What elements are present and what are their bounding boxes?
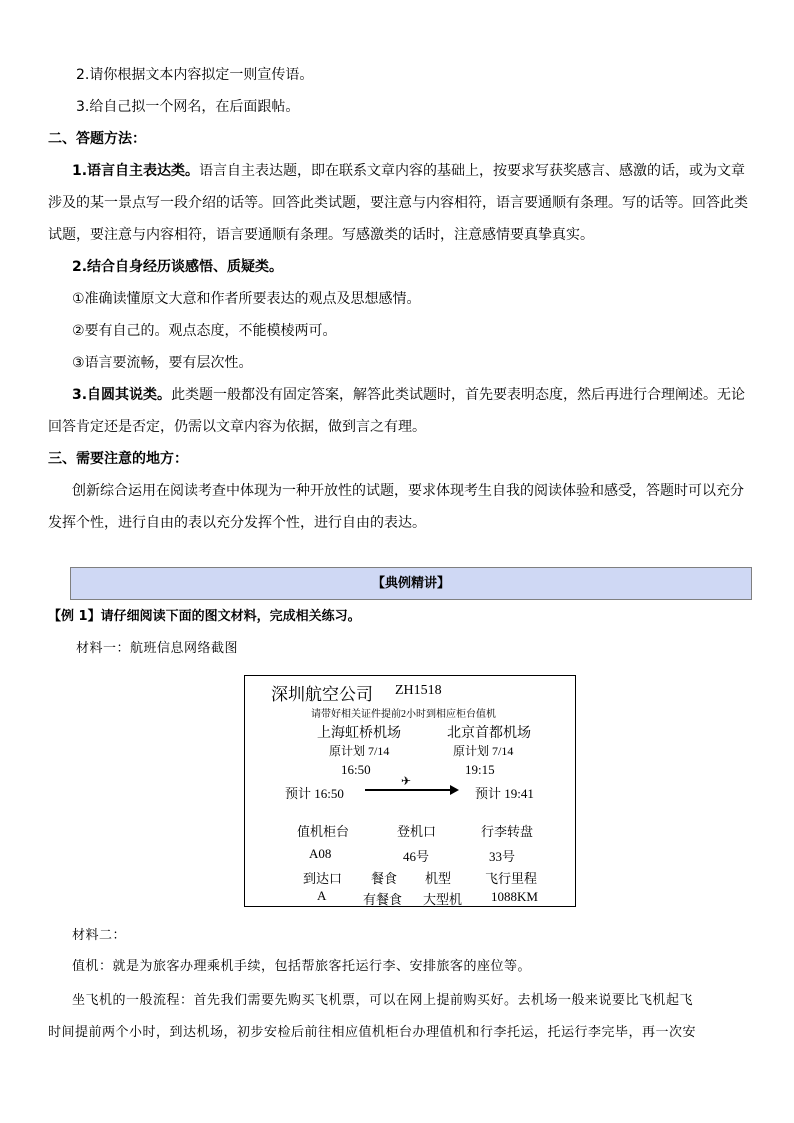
flight-distance-label: 飞行里程 [485, 871, 538, 886]
section-banner: 【典例精讲】 [70, 567, 752, 600]
plane-icon: ✈ [401, 774, 412, 788]
method-2-point-3: ③语言要流畅，要有层次性。 [72, 355, 253, 371]
material-1-label: 材料一：航班信息网络截图 [76, 641, 239, 656]
method-1-title: 1.语言自主表达类。 [72, 163, 200, 179]
question-item-2: 2.请你根据文本内容拟定一则宣传语。 [76, 67, 314, 83]
methods-heading: 二、答题方法： [48, 131, 146, 147]
gate-value: 46号 [403, 849, 430, 864]
departure-airport: 上海虹桥机场 [317, 726, 401, 741]
method-3-line-1 [72, 386, 745, 404]
method-1-line-1 [72, 162, 745, 180]
method-2-point-2: ②要有自己的。观点态度，不能模棱两可。 [72, 323, 337, 339]
method-2-point-1: ①准确读懂原文大意和作者所要表达的观点及思想感情。 [72, 291, 421, 307]
notes-line-2: 发挥个性，进行自由的表以充分发挥个性，进行自由的表达。 [48, 515, 426, 531]
flight-distance-value: 1088KM [491, 889, 538, 904]
meal-value: 有餐食 [363, 892, 403, 907]
checkin-counter-label: 值机柜台 [297, 824, 350, 839]
flight-number: ZH1518 [395, 683, 442, 698]
departure-plan-date: 原计划 7/14 [329, 744, 390, 758]
flight-arrow-icon [365, 789, 457, 791]
arrival-exit-label: 到达口 [303, 871, 343, 886]
aircraft-model-label: 机型 [425, 871, 452, 886]
method-1-line-2: 涉及的某一景点写一段介绍的话等。回答此类试题，要注意与内容相符，语言要通顺有条理。写的话等。回答此类 [48, 195, 748, 211]
flight-airline: 深圳航空公司 [271, 685, 373, 704]
departure-time: 16:50 [341, 762, 371, 777]
method-3-text: 此类题一般都没有固定答案，解答此类试题时，首先要表明态度，然后再进行合理阐述。无论 [171, 387, 746, 403]
arrival-exit-value: A [317, 888, 327, 903]
question-item-3: 3.给自己拟一个网名，在后面跟帖。 [76, 99, 300, 115]
arrival-time: 19:15 [465, 762, 495, 777]
method-1-text: 语言自主表达题，即在联系文章内容的基础上，按要求写获奖感言、感激的话，或为文章 [199, 163, 746, 179]
method-3-line-2: 回答肯定还是否定，仍需以文章内容为依据，做到言之有理。 [48, 419, 426, 435]
baggage-carousel-value: 33号 [489, 849, 516, 864]
example-title: 【例 1】请仔细阅读下面的图文材料，完成相关练习。 [48, 609, 361, 624]
baggage-carousel-label: 行李转盘 [481, 824, 534, 839]
process-line-2: 时间提前两个小时，到达机场，初步安检后前往相应值机柜台办理值机和行李托运，托运行李完毕，再一次安 [48, 1025, 697, 1040]
arrival-airport: 北京首都机场 [447, 726, 531, 741]
notes-heading: 三、需要注意的地方： [48, 451, 188, 467]
checkin-definition: 值机：就是为旅客办理乘机手续，包括帮旅客托运行李、安排旅客的座位等。 [72, 959, 532, 974]
estimated-departure: 预计 16:50 [285, 786, 344, 801]
aircraft-model-value: 大型机 [423, 892, 463, 907]
checkin-counter-value: A08 [309, 846, 332, 861]
estimated-arrival: 预计 19:41 [475, 786, 534, 801]
flight-notice: 请带好相关证件提前2小时到相应柜台值机 [311, 709, 496, 720]
method-1-line-3: 试题，要注意与内容相符，语言要通顺有条理。写感激类的话时，注意感情要真挚真实。 [48, 227, 594, 243]
gate-label: 登机口 [397, 824, 437, 839]
material-2-label: 材料二： [72, 928, 127, 943]
arrival-plan-date: 原计划 7/14 [453, 744, 514, 758]
notes-line-1: 创新综合运用在阅读考查中体现为一种开放性的试题，要求体现考生自我的阅读体验和感受，答题时可以充分 [72, 483, 744, 499]
process-line-1: 坐飞机的一般流程：首先我们需要先购买飞机票，可以在网上提前购买好。去机场一般来说要比飞机起飞 [72, 993, 694, 1008]
meal-label: 餐食 [371, 871, 398, 886]
method-3-title: 3.自圆其说类。 [72, 387, 172, 403]
flight-info-screenshot [244, 675, 576, 907]
method-2-title: 2.结合自身经历谈感悟、质疑类。 [72, 259, 284, 275]
